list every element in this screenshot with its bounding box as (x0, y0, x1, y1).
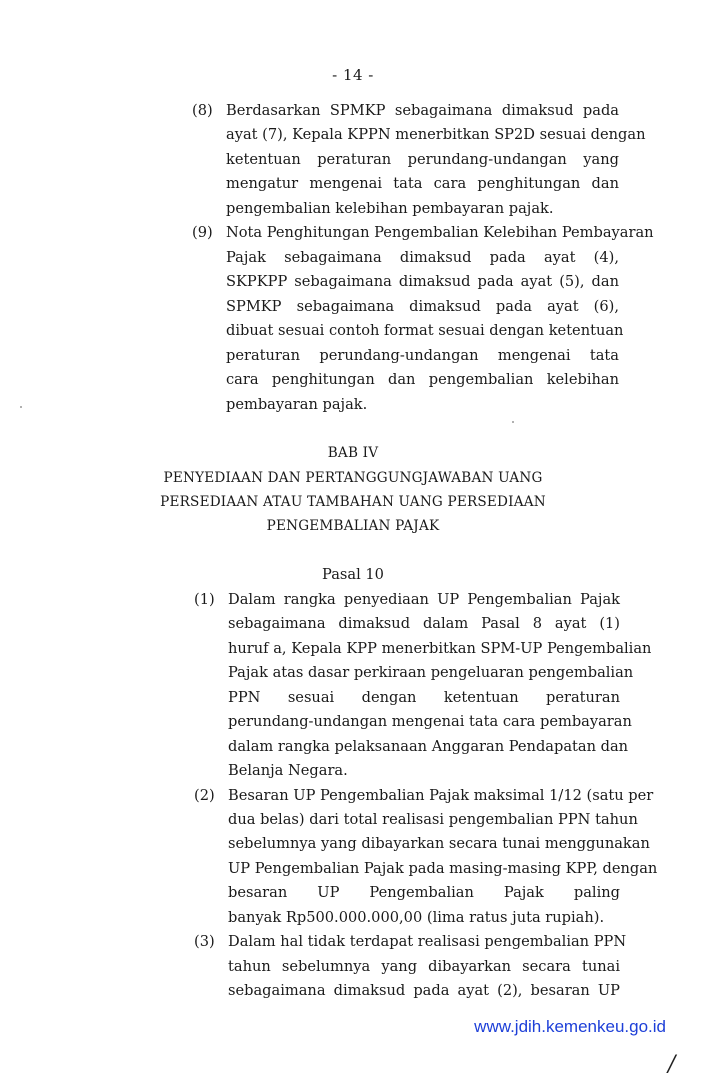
item-line: UP Pengembalian Pajak pada masing-masing KPP, dengan (228, 860, 658, 877)
item-line: ketentuan peraturan perundang-undangan yang (226, 151, 619, 168)
footer-url: www.jdih.kemenkeu.go.id (474, 1017, 666, 1036)
item-line: SPMKP sebagaimana dimaksud pada ayat (6), (226, 298, 619, 315)
item-line: Besaran UP Pengembalian Pajak maksimal 1/12 (satu per (228, 787, 654, 804)
item-line: banyak Rp500.000.000,00 (lima ratus juta rupiah). (228, 909, 605, 926)
item-line: dalam rangka pelaksanaan Anggaran Pendapatan dan (228, 738, 629, 755)
item-line: dibuat sesuai contoh format sesuai dengan ketentuan (226, 322, 624, 339)
item-line: cara penghitungan dan pengembalian kelebihan (226, 371, 619, 388)
item-line: huruf a, Kepala KPP menerbitkan SPM-UP Pengembalian (228, 640, 652, 657)
item-line: pembayaran pajak. (226, 396, 368, 413)
handwritten-mark: / (668, 1052, 676, 1077)
item-number: (2) (194, 787, 215, 804)
item-line: Dalam rangka penyediaan UP Pengembalian Pajak (228, 591, 620, 608)
chapter-title-line: PERSEDIAAN ATAU TAMBAHAN UANG PERSEDIAAN (160, 494, 546, 510)
item-line: Dalam hal tidak terdapat realisasi pengembalian PPN (228, 933, 627, 950)
chapter-label: BAB IV (327, 445, 379, 461)
item-line: peraturan perundang-undangan mengenai tata (226, 347, 619, 364)
item-number: (8) (192, 102, 213, 119)
article-label: Pasal 10 (322, 566, 384, 583)
item-number: (3) (194, 933, 215, 950)
chapter-title-line: PENYEDIAAN DAN PERTANGGUNGJAWABAN UANG (163, 470, 543, 486)
scan-speck (20, 406, 22, 408)
item-line: Belanja Negara. (228, 762, 348, 779)
item-line: sebagaimana dimaksud pada ayat (2), besaran UP (228, 982, 620, 999)
item-line: sebagaimana dimaksud dalam Pasal 8 ayat (1) (228, 615, 620, 632)
page-number: - 14 - (332, 66, 374, 84)
item-line: perundang-undangan mengenai tata cara pembayaran (228, 713, 632, 730)
item-line: tahun sebelumnya yang dibayarkan secara tunai (228, 958, 620, 975)
item-number: (1) (194, 591, 215, 608)
item-line: Pajak sebagaimana dimaksud pada ayat (4), (226, 249, 619, 266)
item-line: pengembalian kelebihan pembayaran pajak. (226, 200, 554, 217)
item-line: mengatur mengenai tata cara penghitungan dan (226, 175, 619, 192)
scan-speck (512, 421, 514, 423)
item-line: SKPKPP sebagaimana dimaksud pada ayat (5), dan (226, 273, 619, 290)
item-line: besaran UP Pengembalian Pajak paling (228, 884, 620, 901)
item-number: (9) (192, 224, 213, 241)
item-line: Pajak atas dasar perkiraan pengeluaran pengembalian (228, 664, 634, 681)
item-line: dua belas) dari total realisasi pengembalian PPN tahun (228, 811, 638, 828)
item-line: sebelumnya yang dibayarkan secara tunai menggunakan (228, 835, 650, 852)
item-line: PPN sesuai dengan ketentuan peraturan (228, 689, 620, 706)
item-line: ayat (7), Kepala KPPN menerbitkan SP2D sesuai dengan (226, 126, 646, 143)
chapter-title-line: PENGEMBALIAN PAJAK (266, 518, 440, 534)
item-line: Berdasarkan SPMKP sebagaimana dimaksud pada (226, 102, 619, 119)
item-line: Nota Penghitungan Pengembalian Kelebihan Pembayaran (226, 224, 654, 241)
